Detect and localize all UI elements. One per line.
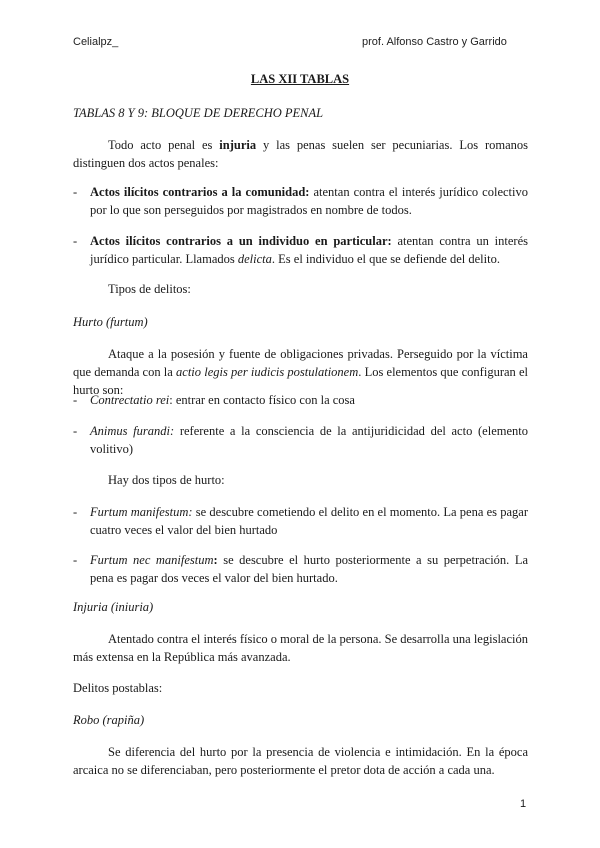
bullet-dash: - bbox=[73, 424, 78, 438]
list-item: - Animus furandi: referente a la consciencia de la antijuridicidad del acto (elemento volitivo) bbox=[73, 424, 528, 456]
intro-bold-term: injuria bbox=[219, 138, 257, 152]
intro-paragraph: Todo acto penal es injuria y las penas suelen ser pecuniarias. Los romanos distinguen dos actos penales: bbox=[73, 138, 528, 170]
bullet-dash: - bbox=[73, 185, 78, 199]
list-item: - Furtum nec manifestum: se descubre el hurto posteriormente a su perpetración. La pena es pagar dos veces el valor del bien hurtado. bbox=[73, 553, 529, 585]
bullet-dash: - bbox=[73, 505, 78, 519]
list-item: - Actos ilícitos contrarios a la comunidad: atentan contra el interés jurídico colectivo por lo que son perseguidos por magistrados en nombre de todos. bbox=[73, 185, 528, 217]
hurto-types-intro: Hay dos tipos de hurto: bbox=[108, 473, 225, 487]
bullet-dash: - bbox=[73, 234, 78, 248]
robo-heading: Robo (rapiña) bbox=[73, 713, 145, 727]
injuria-paragraph: Atentado contra el interés físico o moral de la persona. Se desarrolla una legislación más extensa en la República más avanzada. bbox=[73, 632, 528, 664]
bullet-dash: - bbox=[73, 393, 78, 407]
tipos-heading: Tipos de delitos: bbox=[108, 282, 191, 296]
robo-paragraph: Se diferencia del hurto por la presencia de violencia e intimidación. En la época arcaica no se diferenciaban, pero posteriormente el pretor dota de acción a cada una. bbox=[73, 745, 528, 777]
page-number: 1 bbox=[520, 798, 527, 810]
section-subtitle: TABLAS 8 Y 9: BLOQUE DE DERECHO PENAL bbox=[73, 106, 324, 120]
hurto-paragraph: Ataque a la posesión y fuente de obligaciones privadas. Perseguido por la víctima que demanda con la actio legis per iudicis postulationem. Los elementos que configuran el hurto son: bbox=[73, 347, 528, 397]
postablas-heading: Delitos postablas: bbox=[73, 681, 163, 695]
bullet-dash: - bbox=[73, 553, 78, 567]
header-professor: prof. Alfonso Castro y Garrido bbox=[362, 36, 507, 48]
document-title: LAS XII TABLAS bbox=[250, 72, 350, 86]
header-author: Celialpz_ bbox=[73, 36, 119, 48]
hurto-heading: Hurto (furtum) bbox=[73, 315, 148, 329]
list-item: - Furtum manifestum: se descubre cometiendo el delito en el momento. La pena es pagar cuatro veces el valor del bien hurtado bbox=[73, 505, 528, 537]
injuria-heading: Injuria (iniuria) bbox=[73, 600, 154, 614]
list-item: - Actos ilícitos contrarios a un individuo en particular: atentan contra un interés jurídico particular. Llamados delicta. Es el individuo el que se defiende del delito. bbox=[73, 234, 528, 266]
list-item: - Contrectatio rei: entrar en contacto físico con la cosa bbox=[73, 393, 355, 407]
